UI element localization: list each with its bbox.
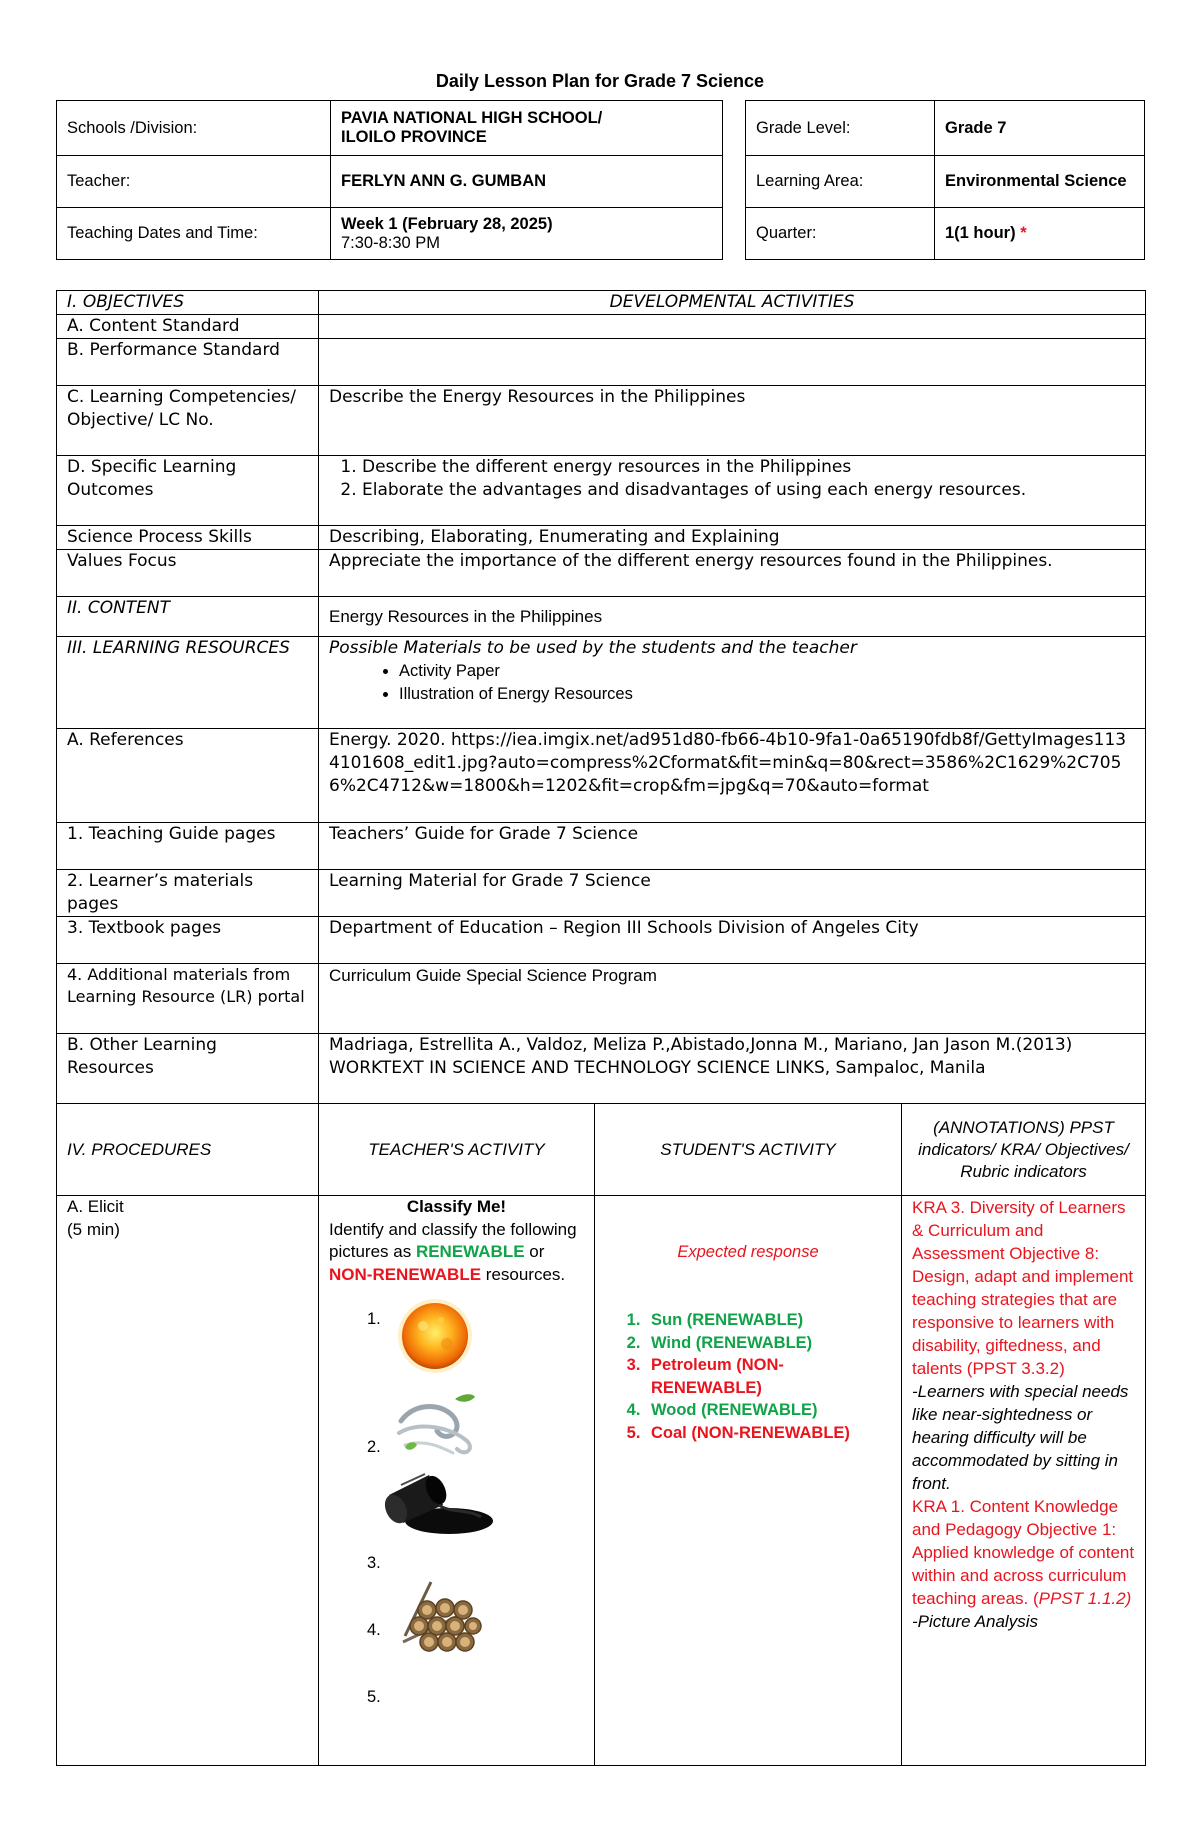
oil-barrel-icon [379,1461,495,1537]
textbook-label: 3. Textbook pages [57,917,319,964]
values-label: Values Focus [57,550,319,597]
lesson-plan-table [56,290,1146,1766]
teacher-label: Teacher: [57,156,331,208]
references-value: Energy. 2020. https://iea.imgix.net/ad951d80-fb66-4b10-9fa1-0a65190fdb8f/GettyImages1134101608_edit1.jpg?auto=compress%2Cformat&fit=min&q=80&rect=3586%2C1629%2C7056%2C4712&w=1800&h=1202&fit=crop&fm=jpg&q=70&auto=format [319,729,1146,823]
values-value: Appreciate the importance of the different energy resources found in the Philippines. [319,550,1146,597]
header-class-table [745,100,1145,260]
other-resources-label: B. Other Learning Resources [57,1034,319,1104]
teacher-activity-cell [319,1196,595,1766]
teacher-value: FERLYN ANN G. GUMBAN [331,156,723,208]
annotations-heading: (ANNOTATIONS) PPST indicators/ KRA/ Objectives/ Rubric indicators [902,1104,1146,1196]
outcome-item: 2. Elaborate the advantages and disadvantages of using each energy resources. [362,479,1135,502]
learners-materials-value: Learning Material for Grade 7 Science [319,870,1146,917]
sun-icon [395,1296,475,1376]
school-value: PAVIA NATIONAL HIGH SCHOOL/ ILOILO PROVINCE [331,101,723,156]
annotation-picture-analysis: -Picture Analysis [912,1612,1038,1631]
elicit-label: A. Elicit [67,1197,124,1216]
skills-label: Science Process Skills [57,526,319,550]
grade-value: Grade 7 [935,101,1145,156]
outcomes-list [319,456,1146,526]
dates-value: Week 1 (February 28, 2025) 7:30-8:30 PM [331,208,723,260]
performance-standard-label: B. Performance Standard [57,339,319,386]
dates-label: Teaching Dates and Time: [57,208,331,260]
area-label: Learning Area: [746,156,935,208]
competencies-label: C. Learning Competencies/ Objective/ LC No. [57,386,319,456]
picture-number: 4. [367,1621,381,1639]
grade-label: Grade Level: [746,101,935,156]
content-value: Energy Resources in the Philippines [319,597,1146,637]
resources-materials [319,637,1146,729]
textbook-value: Department of Education – Region III Schools Division of Angeles City [319,917,1146,964]
procedures-heading: IV. PROCEDURES [57,1104,319,1196]
material-item: • Activity Paper [399,660,1135,683]
performance-standard-value [319,339,1146,386]
student-activity-cell [595,1196,902,1766]
student-activity-heading: STUDENT'S ACTIVITY [595,1104,902,1196]
annotation-kra1: KRA 1. Content Knowledge and Pedagogy Objective 1: Applied knowledge of content within and across curriculum teaching areas. (PPST 1.1.2) [912,1497,1135,1608]
competencies-value: Describe the Energy Resources in the Philippines [319,386,1146,456]
firewood-icon [397,1576,483,1654]
response-item: 4. Wood (RENEWABLE) [645,1399,891,1422]
annotations-cell [902,1196,1146,1766]
picture-number: 3. [367,1554,381,1572]
references-label: A. References [57,729,319,823]
response-item: 2. Wind (RENEWABLE) [645,1332,891,1355]
response-item: 5. Coal (NON-RENEWABLE) [645,1422,891,1445]
additional-materials-label: 4. Additional materials from Learning Resource (LR) portal [57,964,319,1034]
annotation-kra3: KRA 3. Diversity of Learners & Curriculum and Assessment Objective 8: Design, adapt and implement teaching strategies that are responsive to learners with disability, giftedness, and talents (PPST 3.3.2) [912,1198,1134,1378]
elicit-cell [57,1196,319,1766]
teacher-activity-heading: TEACHER'S ACTIVITY [319,1104,595,1196]
skills-value: Describing, Elaborating, Enumerating and Explaining [319,526,1146,550]
response-item: 3. Petroleum (NON-RENEWABLE) [645,1354,891,1399]
developmental-activities-heading: DEVELOPMENTAL ACTIVITIES [319,291,1146,315]
annotation-special-needs: -Learners with special needs like near-sightedness or hearing difficulty will be accommodated by sitting in front. [912,1382,1129,1493]
teaching-guide-label: 1. Teaching Guide pages [57,823,319,870]
expected-response-list [605,1309,891,1444]
area-value: Environmental Science [935,156,1145,208]
activity-instruction: Identify and classify the following pictures as RENEWABLE or NON-RENEWABLE resources. [329,1219,577,1284]
content-heading: II. CONTENT [57,597,319,637]
material-item: • Illustration of Energy Resources [399,683,1135,706]
elicit-time: (5 min) [67,1219,120,1239]
school-label: Schools /Division: [57,101,331,156]
wind-icon [395,1391,481,1461]
outcomes-label: D. Specific Learning Outcomes [57,456,319,526]
other-resources-value: Madriaga, Estrellita A., Valdoz, Meliza P.,Abistado,Jonna M., Mariano, Jan Jason M.(2013) WORKTEXT IN SCIENCE AND TECHNOLOGY SCIENCE LINKS, Sampaloc, Manila [319,1034,1146,1104]
header-info-table [56,100,723,260]
outcome-item: 1. Describe the different energy resources in the Philippines [362,456,1135,479]
objectives-heading: I. OBJECTIVES [57,291,319,315]
quarter-label: Quarter: [746,208,935,260]
picture-number: 2. [367,1438,381,1456]
picture-number: 1. [367,1310,381,1328]
content-standard-label: A. Content Standard [57,315,319,339]
resources-heading: III. LEARNING RESOURCES [57,637,319,729]
document-title: Daily Lesson Plan for Grade 7 Science [435,71,765,91]
quarter-value: 1(1 hour) * [935,208,1145,260]
response-item: 1. Sun (RENEWABLE) [645,1309,891,1332]
picture-list [329,1286,584,1716]
content-standard-value [319,315,1146,339]
activity-title: Classify Me! [406,1197,507,1216]
renewable-word: RENEWABLE [415,1242,525,1261]
learners-materials-label: 2. Learner’s materials pages [57,870,319,917]
materials-intro: Possible Materials to be used by the students and the teacher [329,638,857,658]
expected-response-label: Expected response [677,1243,819,1261]
additional-materials-value: Curriculum Guide Special Science Program [319,964,1146,1034]
teaching-guide-value: Teachers’ Guide for Grade 7 Science [319,823,1146,870]
nonrenewable-word: NON-RENEWABLE [329,1264,482,1284]
picture-number: 5. [367,1688,381,1706]
